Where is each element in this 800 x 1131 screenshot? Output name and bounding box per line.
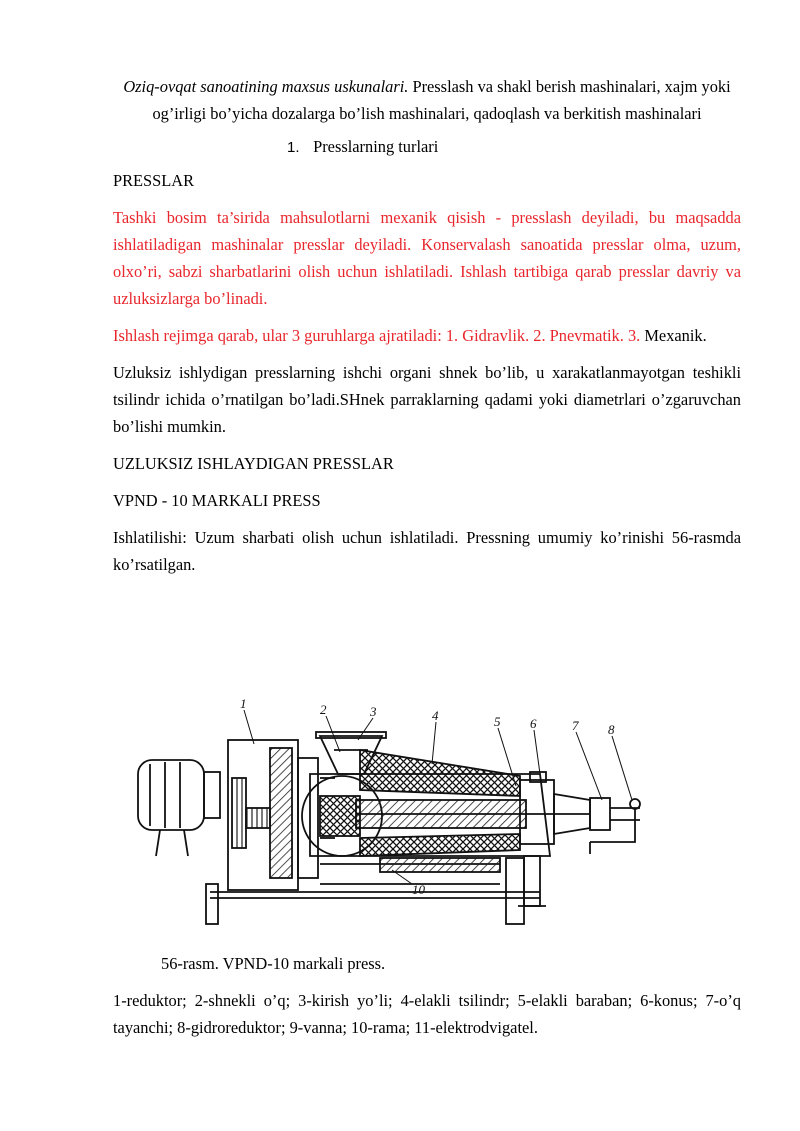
section-heading xyxy=(113,133,741,161)
figure-label-8: 8 xyxy=(608,722,615,737)
figure-legend: 1-reduktor; 2-shnekli o’q; 3-kirish yo’li; 4-elakli tsilindr; 5-elakli baraban; 6-konus; 7-o’q tayanchi; 8-gidroreduktor; 9-vanna; 10-rama; 11-elektrodvigatel. xyxy=(113,991,741,1037)
section-number: 1. xyxy=(287,139,300,156)
shaft-support xyxy=(590,798,640,854)
title-italic: Oziq-ovqat sanoatining maxsus uskunalari. xyxy=(123,77,409,96)
paragraph-groups xyxy=(113,322,741,349)
heading-vpnd: VPND - 10 MARKALI PRESS xyxy=(113,491,321,510)
heading-uzluksiz: UZLUKSIZ ISHLAYDIGAN PRESSLAR xyxy=(113,454,394,473)
reducer-housing xyxy=(228,740,335,890)
electric-motor xyxy=(138,760,220,856)
paragraph-definition: Tashki bosim ta’sirida mahsulotlarni mexanik qisish - presslash deyiladi, bu maqsadda ishlatiladigan mashinalar presslar deyiladi. Konservalash sanoatida presslar olma, uzum, olxo’ri, sabzi sharbatlarini olish uchun ishlatiladi. Ishlash tartibiga qarab presslar davriy va uzluksizlarga bo’linadi. xyxy=(113,208,741,308)
heading-presslar: PRESSLAR xyxy=(113,171,195,190)
title-rest: Presslash va shakl berish mashinalari, xajm yoki og’irligi bo’yicha dozalarga bo’lish mashinalari, qadoqlash va berkitish mashinalari xyxy=(152,77,731,123)
figure-label-2: 2 xyxy=(320,702,327,717)
figure-label-5: 5 xyxy=(494,714,501,729)
figure-label-7: 7 xyxy=(572,718,579,733)
paragraph-groups-red: Ishlash rejimga qarab, ular 3 guruhlarga ajratiladi: 1. Gidravlik. 2. Pnevmatik. 3. xyxy=(113,326,641,345)
page-title xyxy=(113,73,741,127)
paragraph-usage: Ishlatilishi: Uzum sharbati olish uchun ishlatiladi. Pressning umumiy ko’rinishi 56-rasmda ko’rsatilgan. xyxy=(113,528,741,574)
figure-label-10: 10 xyxy=(412,882,425,897)
figure-label-1: 1 xyxy=(240,696,247,711)
figure-label-3: 3 xyxy=(370,704,377,719)
paragraph-continuous: Uzluksiz ishlydigan presslarning ishchi organi shnek bo’lib, u xarakatlanmayotgan teshikli tsilindr ichida o’rnatilgan bo’ladi.SHnek parraklarning qadami yoki diametrlari o’zgaruvchan bo’lishi mumkin. xyxy=(113,363,741,436)
press-diagram-figure xyxy=(120,688,650,934)
base-frame xyxy=(206,858,540,924)
document-page xyxy=(113,73,741,578)
figure-label-6: 6 xyxy=(530,716,537,731)
drum-and-cone xyxy=(520,772,590,844)
paragraph-groups-black: Mexanik. xyxy=(640,326,707,345)
figure-caption: 56-rasm. VPND-10 markali press. xyxy=(161,954,386,973)
figure-label-4: 4 xyxy=(432,708,439,723)
press-diagram xyxy=(120,688,650,934)
section-text: Presslarning turlari xyxy=(313,137,439,156)
screw-shaft xyxy=(356,800,590,828)
